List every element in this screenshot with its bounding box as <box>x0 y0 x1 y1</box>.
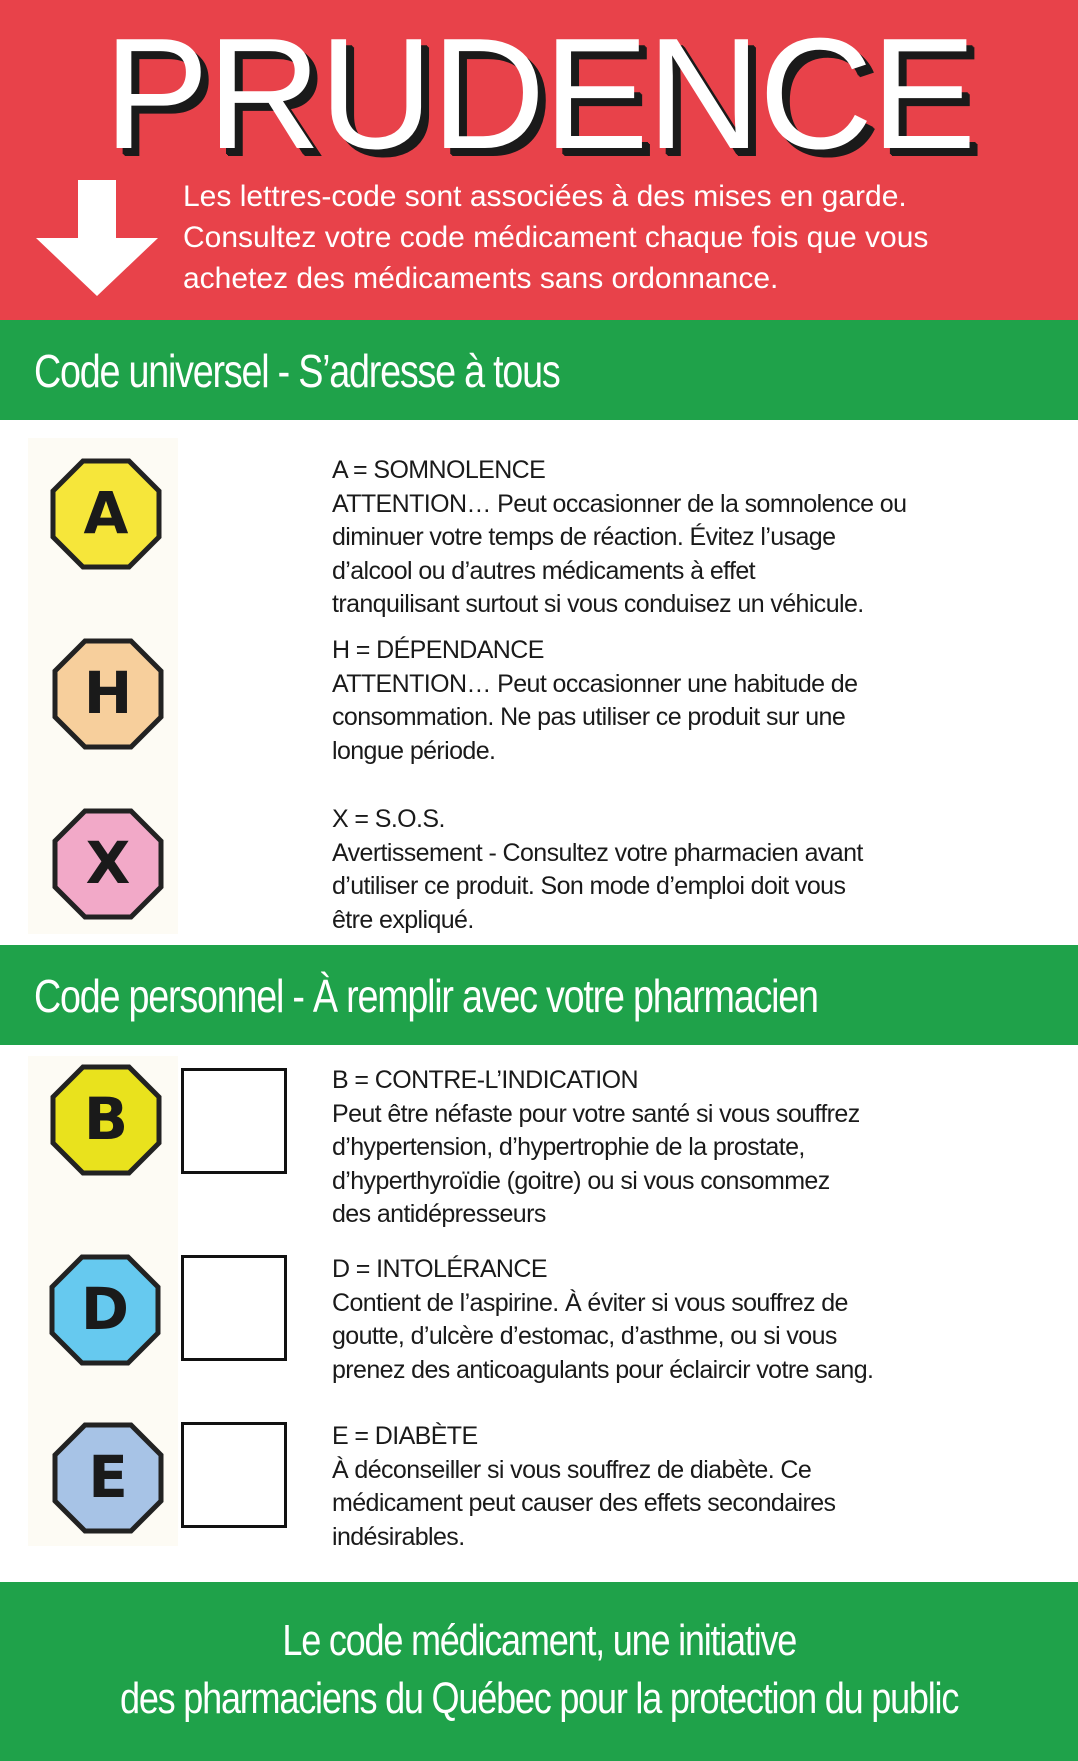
code-line: des antidépresseurs <box>332 1200 546 1228</box>
badge-letter: D <box>80 1275 130 1343</box>
intro-line: Consultez votre code médicament chaque fois que vous <box>183 221 929 254</box>
code-title: E = DIABÈTE <box>332 1422 478 1450</box>
footer-line-1 <box>0 1616 1078 1666</box>
code-title: A = SOMNOLENCE <box>332 456 546 484</box>
code-line: indésirables. <box>332 1522 465 1551</box>
code-line: d’alcool ou d’autres médicaments à effet <box>332 556 756 585</box>
badge-letter: H <box>83 659 133 727</box>
badge-a <box>50 458 162 570</box>
code-line: d’hypertension, d’hypertrophie de la prostate, <box>332 1133 805 1161</box>
code-title: H = DÉPENDANCE <box>332 636 544 664</box>
octagon-x-icon <box>52 808 164 920</box>
personal-code-band <box>0 945 1078 1045</box>
footer-text: Le code médicament, une initiative <box>282 1616 796 1665</box>
badge-letter: B <box>83 1085 129 1153</box>
down-arrow-icon <box>36 180 158 296</box>
code-line: Contient de l’aspirine. À éviter si vous souffrez de <box>332 1288 848 1317</box>
warning-header <box>0 0 1078 320</box>
code-e <box>332 1420 1062 1554</box>
badge-x <box>52 808 164 920</box>
code-line: d’utiliser ce produit. Son mode d’emploi doit vous <box>332 872 846 900</box>
octagon-b-icon <box>50 1064 162 1176</box>
code-title: D = INTOLÉRANCE <box>332 1255 547 1283</box>
footer-band <box>0 1582 1078 1761</box>
badge-letter: A <box>83 479 129 547</box>
code-b-checkbox[interactable] <box>181 1068 287 1174</box>
code-line: diminuer votre temps de réaction. Évitez l’usage <box>332 523 836 551</box>
footer-text: des pharmaciens du Québec pour la protection du public <box>119 1674 959 1723</box>
code-b <box>332 1064 1062 1232</box>
universal-code-heading: Code universel - S’adresse à tous <box>34 345 560 397</box>
code-line: ATTENTION… Peut occasionner de la somnolence ou <box>332 489 907 518</box>
badge-e <box>52 1422 164 1534</box>
badge-d <box>49 1254 161 1366</box>
badge-b <box>50 1064 162 1176</box>
code-line: ATTENTION… Peut occasionner une habitude de <box>332 669 858 698</box>
code-line: tranquilisant surtout si vous conduisez un véhicule. <box>332 590 864 618</box>
octagon-e-icon <box>52 1422 164 1534</box>
code-d-checkbox[interactable] <box>181 1255 287 1361</box>
code-a <box>332 454 1062 622</box>
code-line: À déconseiller si vous souffrez de diabète. Ce <box>332 1455 812 1484</box>
intro-text <box>183 176 1063 299</box>
personal-code-heading: Code personnel - À remplir avec votre pharmacien <box>34 970 818 1022</box>
code-line: d’hyperthyroïdie (goitre) ou si vous consommez <box>332 1166 830 1195</box>
octagon-a-icon <box>50 458 162 570</box>
badge-letter: X <box>85 829 131 897</box>
code-line: longue période. <box>332 736 496 765</box>
code-line: goutte, d’ulcère d’estomac, d’asthme, ou si vous <box>332 1322 837 1350</box>
code-e-checkbox[interactable] <box>181 1422 287 1528</box>
code-line: consommation. Ne pas utiliser ce produit sur une <box>332 703 846 731</box>
octagon-h-icon <box>52 638 164 750</box>
code-title: B = CONTRE-L’INDICATION <box>332 1066 638 1094</box>
footer-line-2 <box>0 1674 1078 1724</box>
code-line: Avertissement - Consultez votre pharmacien avant <box>332 838 863 867</box>
intro-line: achetez des médicaments sans ordonnance. <box>183 262 779 295</box>
code-line: médicament peut causer des effets secondaires <box>332 1489 836 1517</box>
code-title: X = S.O.S. <box>332 805 445 833</box>
code-line: Peut être néfaste pour votre santé si vous souffrez <box>332 1099 860 1128</box>
code-line: prenez des anticoagulants pour éclaircir votre sang. <box>332 1355 874 1384</box>
code-line: être expliqué. <box>332 905 474 934</box>
intro-line: Les lettres-code sont associées à des mises en garde. <box>183 180 907 213</box>
code-x <box>332 803 1062 937</box>
universal-code-band <box>0 320 1078 420</box>
page-title: PRUDENCE <box>103 6 975 182</box>
octagon-d-icon <box>49 1254 161 1366</box>
code-d <box>332 1253 1062 1387</box>
badge-h <box>52 638 164 750</box>
code-h <box>332 634 1062 768</box>
badge-letter: E <box>88 1443 128 1511</box>
